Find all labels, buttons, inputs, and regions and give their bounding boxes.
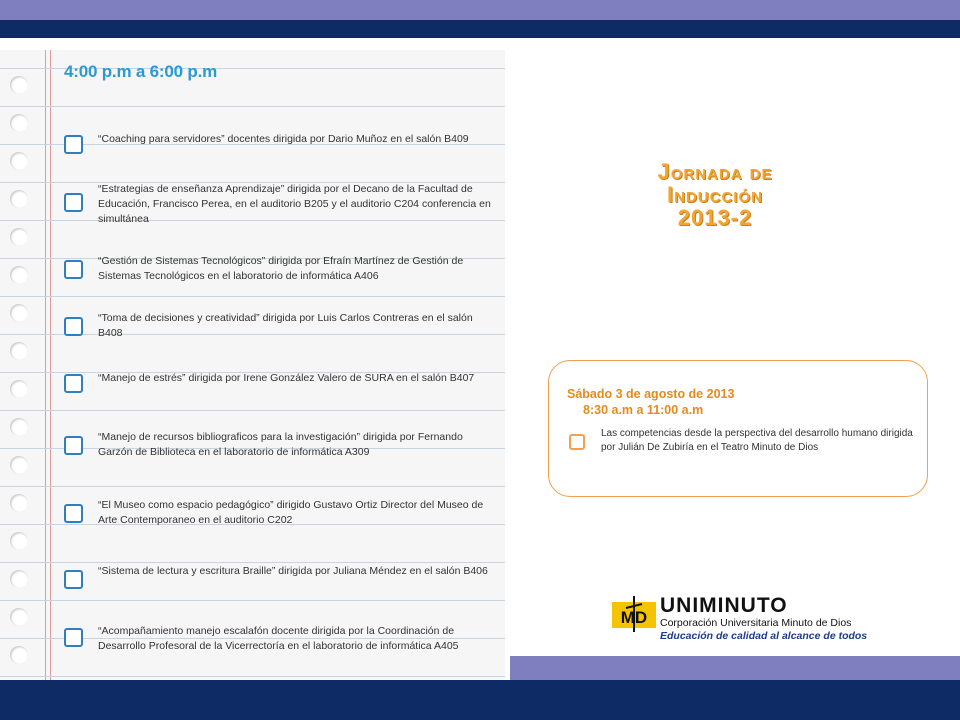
notebook-rule — [0, 410, 505, 411]
saturday-time: 8:30 a.m a 11:00 a.m — [583, 403, 704, 417]
binder-ring-icon — [10, 418, 28, 436]
binder-ring-icon — [10, 380, 28, 398]
event-title — [610, 160, 820, 229]
binder-ring-icon — [10, 152, 28, 170]
list-item-text: “El Museo como espacio pedagógico” dirigido Gustavo Ortiz Director del Museo de Arte Contemporaneo en el auditorio C202 — [98, 499, 484, 526]
notebook-rule — [0, 296, 505, 297]
binder-ring-icon — [10, 304, 28, 322]
checkbox-icon — [64, 504, 83, 523]
saturday-date: Sábado 3 de agosto de 2013 — [567, 387, 735, 401]
checkbox-icon — [64, 317, 83, 336]
saturday-text: Las competencias desde la perspectiva del desarrollo humano dirigida por Julián De Zubiría en el Teatro Minuto de Dios — [601, 428, 913, 453]
saturday-box — [548, 360, 928, 497]
time-slot-title: 4:00 p.m a 6:00 p.m — [64, 62, 218, 81]
checkbox-icon — [64, 374, 83, 393]
binder-ring-icon — [10, 646, 28, 664]
logo-mark: MD — [620, 608, 648, 627]
checkbox-icon — [64, 628, 83, 647]
checkbox-icon — [64, 570, 83, 589]
list-item — [64, 182, 494, 227]
checkbox-icon — [64, 193, 83, 212]
binder-ring-icon — [10, 608, 28, 626]
checkbox-icon — [64, 135, 83, 154]
list-item-text: “Coaching para servidores” docentes dirigida por Dario Muñoz en el salón B409 — [98, 133, 469, 145]
list-item — [64, 254, 494, 284]
binder-ring-icon — [10, 266, 28, 284]
binder-ring-icon — [10, 532, 28, 550]
list-item-text: “Acompañamiento manejo escalafón docente dirigida por la Coordinación de Desarrollo Profesoral de la Vicerrectoría en el laboratorio de informática A405 — [98, 625, 459, 652]
notebook-rule — [0, 676, 505, 677]
list-item — [64, 498, 494, 528]
notebook-rule — [0, 562, 505, 563]
list-item — [64, 430, 494, 460]
notebook-rule — [0, 600, 505, 601]
top-band-dark — [0, 20, 960, 38]
bottom-band-light — [510, 656, 960, 680]
list-item-text: “Manejo de estrés” dirigida por Irene González Valero de SURA en el salón B407 — [98, 372, 475, 384]
list-item — [64, 311, 494, 341]
list-item-text: “Manejo de recursos bibliograficos para la investigación” dirigida por Fernando Garzón de Biblioteca en el laboratorio de informática A309 — [98, 431, 463, 458]
notebook-page — [0, 50, 505, 680]
list-item — [64, 624, 494, 654]
list-item-text: “Toma de decisiones y creatividad” dirigida por Luis Carlos Contreras en el salón B408 — [98, 312, 473, 339]
uniminuto-logo — [612, 578, 882, 650]
notebook-rule — [0, 106, 505, 107]
binder-ring-icon — [10, 114, 28, 132]
list-item-text: “Sistema de lectura y escritura Braille” dirigida por Juliana Méndez en el salón B406 — [98, 565, 488, 577]
checkbox-icon — [569, 434, 585, 450]
logo-subtitle: Corporación Universitaria Minuto de Dios — [660, 617, 852, 629]
binder-ring-icon — [10, 456, 28, 474]
event-title-line1: Jornada de — [657, 159, 773, 184]
binder-ring-icon — [10, 190, 28, 208]
logo-tagline: Educación de calidad al alcance de todos — [660, 630, 868, 642]
logo-name: UNIMINUTO — [660, 594, 788, 617]
binder-ring-icon — [10, 228, 28, 246]
list-item — [64, 371, 494, 393]
list-item — [64, 132, 494, 154]
list-item-text: “Estrategias de enseñanza Aprendizaje” dirigida por el Decano de la Facultad de Educación, Francisco Perea, en el auditorio B205 y el auditorio C204 conferencia en simultánea — [98, 183, 491, 225]
event-title-line3: 2013-2 — [677, 205, 753, 230]
binder-ring-icon — [10, 494, 28, 512]
checkbox-icon — [64, 260, 83, 279]
checkbox-icon — [64, 436, 83, 455]
list-item-text: “Gestión de Sistemas Tecnológicos” dirigida por Efraín Martínez de Gestión de Sistemas Tecnológicos en el laboratorio de informática A406 — [98, 255, 464, 282]
top-band-light — [0, 0, 960, 20]
event-title-line2: Inducción — [667, 182, 763, 207]
notebook-rule — [0, 486, 505, 487]
bottom-band-dark — [0, 680, 960, 720]
binder-ring-icon — [10, 342, 28, 360]
md-logo-icon — [612, 596, 658, 632]
binder-ring-icon — [10, 570, 28, 588]
binder-ring-icon — [10, 76, 28, 94]
list-item — [64, 564, 494, 589]
